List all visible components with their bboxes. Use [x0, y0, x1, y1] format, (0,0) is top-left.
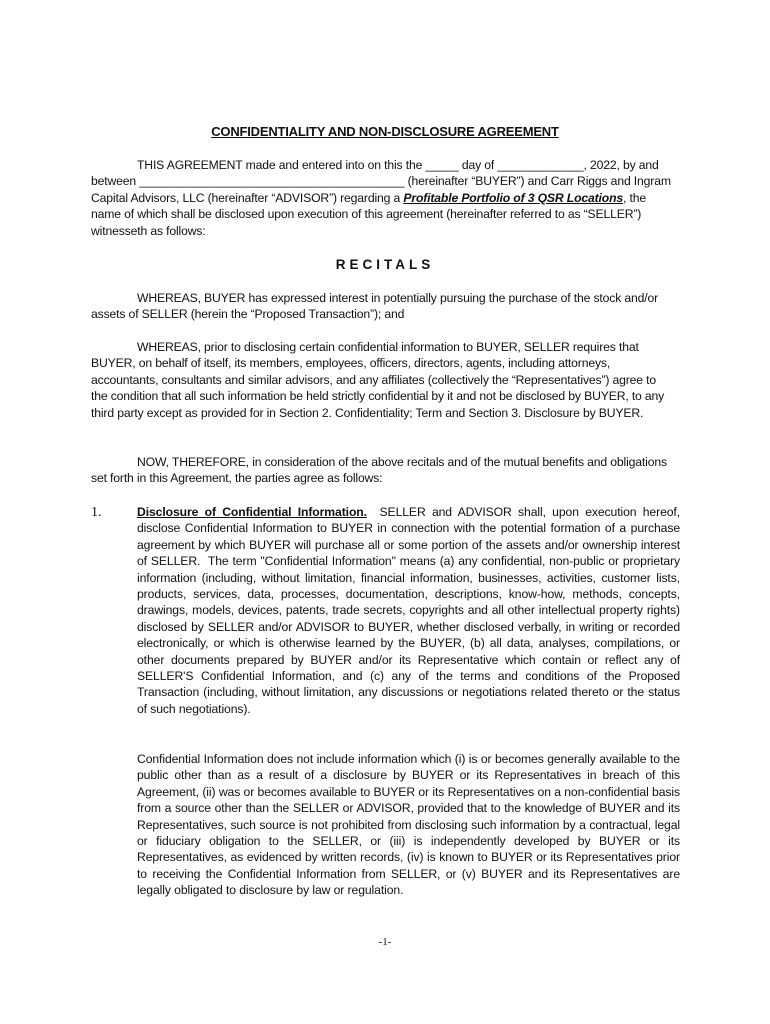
section-1-paragraph — [137, 504, 684, 717]
whereas-paragraph-1: WHEREAS, BUYER has expressed interest in potentially pursuing the purchase of the stock and/or assets of SELLER (herein the “Proposed Transaction”); and — [91, 291, 659, 322]
agreement-title: CONFIDENTIALITY AND NON-DISCLOSURE AGREEMENT — [211, 124, 559, 139]
section-1-heading: Disclosure of Confidential Information. — [137, 505, 367, 519]
intro-paragraph — [91, 157, 671, 239]
section-1-exclusions: Confidential Information does not include information which (i) is or becomes generally available to the public other than as a result of a disclosure by BUYER or its Representatives in breach of this Agreement, (ii) was or becomes available to BUYER or its Representatives on a non-confidential basis from a source other than the SELLER or ADVISOR, provided that to the knowledge of BUYER and its Representatives, such source is not prohibited from disclosing such information by a contractual, legal or fiduciary obligation to the SELLER, or (iii) is independently developed by BUYER or its Representatives, as evidenced by written records, (iv) is known to BUYER or its Representatives prior to receiving the Confidential Information from SELLER, or (v) BUYER and its Representatives are legally obligated to disclosure by law or regulation. — [137, 752, 680, 898]
intro-text-2: , the name of which shall be disclosed upon execution of this agreement (hereinafter referred to as “SELLER”) witnesseth as follows: — [91, 190, 646, 238]
whereas-paragraph-2: WHEREAS, prior to disclosing certain confidential information to BUYER, SELLER requires that BUYER, on behalf of itself, its members, employees, officers, directors, agents, including attorneys, accountants, consultants and similar advisors, and any affiliates (collectively the “Representatives”) agree to the condition that all such information be held strictly confidential by it and not be disclosed by BUYER, to any third party except as provided for in Section 2. Confidentiality; Term and Section 3. Disclosure by BUYER. — [91, 340, 665, 420]
intro-text-1: THIS AGREEMENT made and entered into on this the _____ day of _____________, 2022, by and between ________________________________________ (hereinafter “BUYER”) and Carr Riggs and Ingram Capital Advisors, LLC (hereinafter “ADVISOR”) regarding a — [91, 158, 671, 205]
recitals-heading: RECITALS — [335, 257, 435, 272]
page-number: -1- — [378, 936, 392, 948]
now-therefore-paragraph: NOW, THEREFORE, in consideration of the above recitals and of the mutual benefits and obligations set forth in this Agreement, the parties agree as follows: — [91, 455, 667, 486]
intro-emphasis: Profitable Portfolio of 3 QSR Locations — [403, 190, 624, 205]
section-1-body: SELLER and ADVISOR shall, upon execution hereof, disclose Confidential Information to BUYER in connection with the potential formation of a purchase agreement by which BUYER will purchase all or some portion of the assets and/or ownership interest of SELLER. The term "Confidential Information" means (a) any confidential, non-public or proprietary information (including, without limitation, financial information, businesses, activities, customer lists, products, services, data, processes, documentation, descriptions, know-how, methods, concepts, drawings, models, devices, patents, trade secrets, copyrights and all other intellectual property rights) disclosed by SELLER and/or ADVISOR to BUYER, whether disclosed verbally, in writing or recorded electronically, or which is otherwise learned by the BUYER, (b) all data, analyses, compilations, or other documents prepared by BUYER and/or its Representative which contain or reflect any of SELLER'S Confidential Information, and (c) any of the terms and conditions of the Proposed Transaction (including, without limitation, any discussions or negotiations related thereto or the status of such negotiations). — [137, 505, 684, 716]
section-1-number: 1. — [91, 505, 102, 520]
